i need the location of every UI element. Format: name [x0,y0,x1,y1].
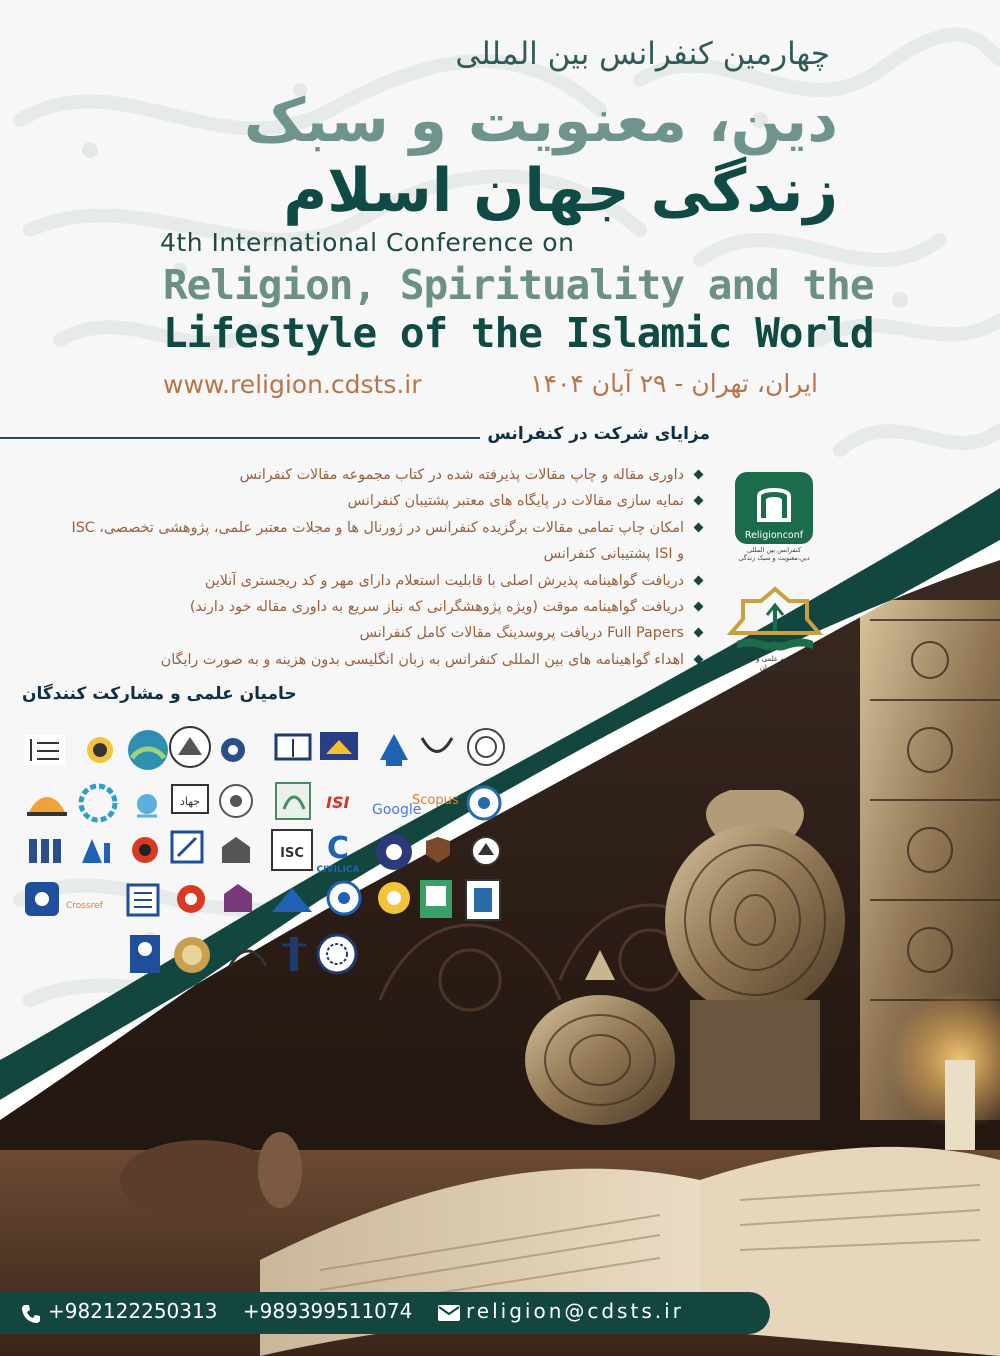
cdsts-logo: مرکز توسعه علمی و فناوری دانشجویان [727,585,823,675]
sponsor-logo [378,882,410,914]
title-fa-line2: زندگی جهان اسلام [283,156,838,226]
sponsor-logo [137,794,157,816]
sponsor-logo [220,785,252,817]
sponsor-logo [222,837,250,863]
sponsor-logo [230,951,266,966]
sponsor-logo [128,730,168,770]
sponsor-logo [320,732,358,760]
scopus-logo [412,793,459,808]
phone-1[interactable]: +982122250313 [48,1299,218,1323]
sponsor-logo [174,937,210,973]
sponsor-logo [276,783,310,819]
svg-text:Religionconf: Religionconf [744,530,804,541]
list-item: امکان چاپ تمامی مقالات برگزیده کنفرانس در ژورنال ها و مجلات معتبر علمی، پژوهشی تخصصی، ISC و ISI پشتیبانی کنفرانس [64,515,704,568]
title-en-line1: 4th International Conference on [160,228,575,257]
sponsor-logo [472,837,500,865]
sponsor-logo [172,785,208,813]
title-en-line2: Religion, Spirituality and the [163,261,874,309]
phone-numbers[interactable] [48,1299,412,1323]
svg-text:ISI: ISI [326,793,350,812]
date-location: ایران، تهران - ۲۹ آبان ۱۴۰۴ [530,369,818,398]
sponsor-logo [130,935,160,973]
sponsor-logo [426,837,450,863]
svg-text:ISC: ISC [280,846,304,861]
sponsor-logo [170,727,210,767]
sponsor-logo [468,787,500,819]
list-item: Full Papers دریافت پروسدینگ مقالات کامل کنفرانس [64,620,704,646]
civilica-logo [317,831,360,875]
svg-text:Scopus: Scopus [412,793,459,808]
sponsor-logo [87,737,113,763]
sponsor-logo [27,797,67,816]
sponsor-logo [326,793,349,812]
sponsor-logo [29,839,61,863]
sponsor-logo [376,834,412,870]
phone-2[interactable]: +989399511074 [242,1299,413,1323]
sponsor-logo [82,839,110,863]
sponsors-heading: حامیان علمی و مشارکت کنندگان [22,684,297,704]
sponsor-logo [224,884,252,912]
isc-logo [272,830,312,870]
pre-title-fa: چهارمین کنفرانس بین المللی [455,36,830,72]
sponsor-logo [81,786,115,820]
list-item: دریافت گواهینامه موقت (ویژه پژوهشگرانی که نیاز سریع به داوری مقاله خود دارند) [64,594,704,620]
sponsor-logo [468,729,504,765]
sponsor-logo [132,837,158,863]
svg-text:جهاد: جهاد [179,795,201,808]
sponsor-logo [221,738,245,762]
benefits-heading: مزایای شرکت در کنفرانس [487,424,710,444]
list-item: داوری مقاله و چاپ مقالات پذیرفته شده در کتاب مجموعه مقالات کنفرانس [64,462,704,488]
sponsor-logo [466,880,500,920]
sponsor-logo [276,735,310,759]
sponsor-logo [328,882,360,914]
sponsor-logo [25,882,59,916]
sponsor-logo [420,880,452,918]
svg-text:Crossref: Crossref [66,901,103,911]
mail-icon [437,1304,461,1322]
svg-text:C: C [326,831,350,866]
list-item: اهداء گواهینامه های بین المللی کنفرانس به زبان انگلیسی بدون هزینه و به صورت رایگان [64,647,704,673]
sponsor-logo [380,734,408,766]
sponsor-logo [282,937,306,971]
list-item: نمایه سازی مقالات در پایگاه های معتبر پشتیبان کنفرانس [64,488,704,514]
title-fa-line1: دین، معنویت و سبک [243,86,838,156]
svg-text:CIVILICA: CIVILICA [316,865,360,875]
svg-text:Google: Google [372,802,422,818]
sponsor-logo [25,735,65,765]
religionconf-logo: Religionconf کنفرانس بین المللی دین،معنویت و سبک زندگی [733,470,815,575]
sponsor-logo [422,738,452,752]
title-en-line3: Lifestyle of the Islamic World [163,309,874,357]
website-link[interactable]: www.religion.cdsts.ir [163,370,422,399]
sponsor-logo [172,832,202,862]
phone-icon [20,1303,42,1325]
email-address[interactable]: religion@cdsts.ir [466,1299,684,1323]
sponsor-logo [177,885,205,913]
crossref-logo [66,901,104,911]
list-item: دریافت گواهینامه پذیرش اصلی با قابلیت استعلام دارای مهر و کد ریجستری آنلاین [64,568,704,594]
sponsor-logo [272,888,312,912]
sponsor-logo [128,885,158,915]
sponsor-logo [318,935,356,973]
